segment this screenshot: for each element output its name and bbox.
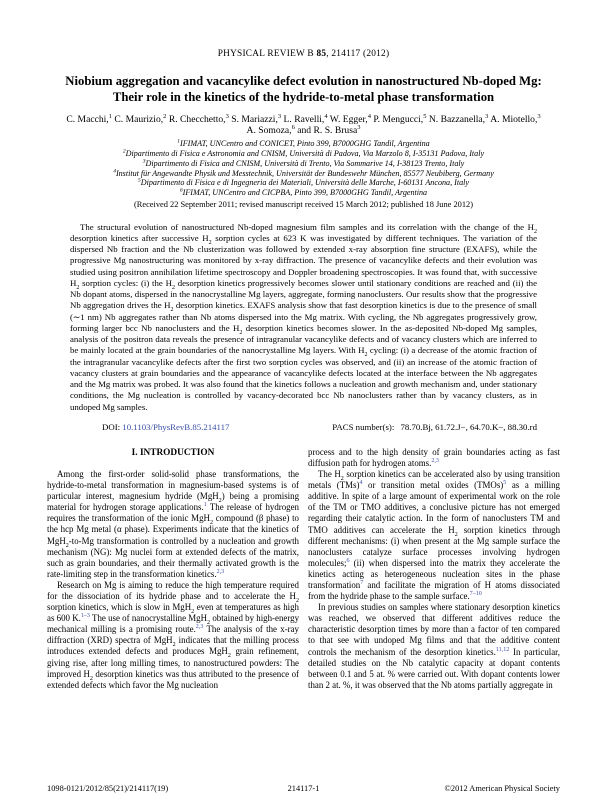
footer-copyright: ©2012 American Physical Society xyxy=(444,784,560,793)
journal-header xyxy=(0,49,607,59)
paper-title-line1: Niobium aggregation and vacancylike defect evolution in nanostructured Nb-doped Mg: xyxy=(65,74,542,88)
affiliation-5: $^5$Dipartimento di Fisica e di Ingegneria dei Materiali, Università delle Marche, I-60131 Ancona, Italy xyxy=(138,177,469,188)
doi-link[interactable]: 10.1103/PhysRevB.85.214117 xyxy=(122,421,230,432)
author-line-1: C. Macchi,$^1$ C. Maurizio,$^2$ R. Checchetto,$^3$ S. Mariazzi,$^3$ L. Ravelli,$^4$ W. Egger,$^4$ P. Mengucci,$^5$ N. Bazzanella,$^3$ A. Miotello,$^3$ xyxy=(66,112,541,125)
journal-issue: , 214117 (2012) xyxy=(326,49,390,59)
received-dates: (Received 22 September 2011; revised manuscript received 15 March 2012; published 18 June 2012) xyxy=(133,199,474,209)
journal-name: PHYSICAL REVIEW B xyxy=(217,49,317,59)
intro-paragraph-2-continued: process and to the high density of grain boundaries acting as fast diffusion path for hydrogen atoms.$^{2,3}$ xyxy=(308,446,560,468)
affiliation-list xyxy=(0,139,607,197)
journal-volume: 85 xyxy=(316,49,327,59)
abstract-text: The structural evolution of nanostructured Nb-doped magnesium film samples and its correlation with the change of the $H_2$ desorption kinetics after successive $H_2$ sorption cycles at 623 K was investigated by different techniques. The variation of the dispersed Nb fraction and the Nb clusterization was followed by extended x-ray absorption fine structure (EXAFS), while the progressive Mg nanostructuring was monitored by x-ray diffraction. The presence of vacancylike defects and their evolution was studied using positron annihilation lifetime spectroscopy and Doppler broadening spectroscopies. It was found that, with successive $H_2$ sorption cycles: (i) the $H_2$ desorption kinetics progressively becomes slower until stationary conditions are reached and (ii) the Nb dopant atoms, dispersed in the nanocrystalline Mg layers, aggregate, forming nanoclusters. Our results show that the progressive Nb aggregation drives the $H_2$ desorption kinetics. EXAFS analysis show that fast desorption kinetics is due to the presence of small (∼1 nm) Nb aggregates rather than Nb atoms dispersed into the Mg matrix. With cycling, the Nb aggregates progressively grow, forming larger bcc Nb nanoclusters and the $H_2$ desorption kinetics becomes slower. In the as-deposited Nb-doped Mg samples, analysis of the positron data reveals the presence of intragranular vacancylike defects and of vacancy clusters which are inferred to be mainly located at the grain boundaries of the nanocrystalline Mg layers. With $H_2$ cycling: (i) a decrease of the atomic fraction of the intragranular vacancylike defects after the first two sorption cycles was observed, and (ii) an increase of the atomic fraction of vacancy clusters at grain boundaries and the appearance of vacancylike defects located at the interface between the Nb aggregates and the Mg matrix was probed. It was also found that the kinetics follows a nucleation and growth mechanism and, under stationary conditions, the Mg nucleation is controlled by vacancy-decorated bcc Nb nanoclusters rather than by vacancy clusters, as in undoped Mg samples. xyxy=(70,221,537,412)
body-columns xyxy=(47,447,560,691)
pacs-value: 78.70.Bj, 61.72.J−, 64.70.K−, 88.30.rd xyxy=(400,421,537,432)
affiliation-2: $^2$Dipartimento di Fisica e Astronomia and CNISM, Università di Padova, Via Marzolo 8, I-35131 Padova, Italy xyxy=(122,148,485,159)
paper-title-line2: Their role in the kinetics of the hydride-to-metal phase transformation xyxy=(112,89,495,104)
intro-paragraph-4: In previous studies on samples where stationary desorption kinetics was reached, we observed that different additives reduce the characteristic desorption times by more than a factor of ten compared to that see with undoped Mg films and that the additive content controls the mechanism of the desorption kinetics.$^{11,12}$ In particular, detailed studies on the Nb catalytic capacity at dopant contents between 0.1 and 5 at. % were carried out. With dopant contents lower than 2 at. %, it was observed that the Nb atoms partially aggregate in xyxy=(308,602,560,690)
footer-page-number: 214117-1 xyxy=(287,784,320,793)
affiliation-3: $^3$Dipartimento di Fisica and CNISM, Università di Trento, Via Sommarive 14, I-38123 Trento, Italy xyxy=(142,158,465,168)
pacs-block xyxy=(332,422,537,432)
intro-paragraph-1: Among the first-order solid-solid phase transformations, the hydride-to-metal transformation in magnesium-based systems is of particular interest, magnesium hydride (MgH$_2$) being a promising material for hydrogen storage applications.$^1$ The release of hydrogen requires the transformation of the ionic MgH$_2$ compound (β phase) to the hcp Mg metal (α phase). Experiments indicate that the kinetics of MgH$_2$-to-Mg transformation is controlled by a nucleation and growth mechanism (NG): Mg nuclei form at extended defects of the matrix, such as grain boundaries, and their thermally activated growth is the rate-limiting step in the transformation kinetics.$^{2,3}$ xyxy=(47,468,300,579)
author-line-2: A. Somoza,$^6$ and R. S. Brusa$^3$ xyxy=(246,124,361,137)
affiliation-6: $^6$IFIMAT, UNCentro and CICPBA, Pinto 399, B7000GHG Tandil, Argentina xyxy=(179,187,428,197)
section-heading-introduction: I. INTRODUCTION xyxy=(131,447,215,458)
affiliation-1: $^1$IFIMAT, UNCentro and CONICET, Pinto 399, B7000GHG Tandil, Argentina xyxy=(177,138,430,149)
footer-issn: 1098-0121/2012/85(21)/214117(19) xyxy=(47,784,169,793)
doi-pacs-row xyxy=(70,422,537,432)
intro-paragraph-2: Research on Mg is aiming to reduce the high temperature required for the dissociation of its hydride phase and to accelerate the $H_2$ sorption kinetics, which is slow in MgH$_2$ even at temperatures as high as 600 K.$^{1-3}$ The use of nanocrystalline MgH$_2$ obtained by high-energy mechanical milling is a promising route.$^{2,3}$ The analysis of the x-ray diffraction (XRD) spectra of MgH$_2$ indicates that the milling process introduces extended defects and produces MgH$_2$ grain refinement, giving rise, after long milling times, to nanostructured powders: The improved $H_2$ desorption kinetics was thus attributed to the presence of extended defects which favor the Mg nucleation xyxy=(47,579,300,690)
paper-title xyxy=(38,74,569,105)
doi-label: DOI: xyxy=(102,421,121,432)
right-column xyxy=(308,447,560,691)
intro-paragraph-3: The $H_2$ sorption kinetics can be accelerated also by using transition metals (TMs)$^4$ or transition metal oxides (TMOs)$^5$ as a milling additive. In spite of a large amount of experimental work on the role of the TM or TMO additives, a conclusive picture has not emerged regarding their catalytic action. In the form of nanoclusters TM and TMO additives can accelerate the $H_2$ sorption kinetics through different mechanisms: (i) when present at the Mg sample surface the nanoclusters catalyze surface processes involving hydrogen molecules;$^6$ (ii) when dispersed into the matrix they accelerate the kinetics acting as heterogeneous nucleation sites in the phase transformation$^7$ and facilitate the migration of H atoms dissociated from the hydride phase to the sample surface.$^{7-10}$ xyxy=(308,469,561,602)
pacs-label: PACS number(s): xyxy=(332,421,395,432)
author-list xyxy=(30,114,577,136)
affiliation-4: $^4$Institut für Angewandte Physik und Messtechnik, Universität der Bundeswehr München, 85577 Neubiberg, Germany xyxy=(113,167,494,178)
left-column xyxy=(47,447,299,691)
